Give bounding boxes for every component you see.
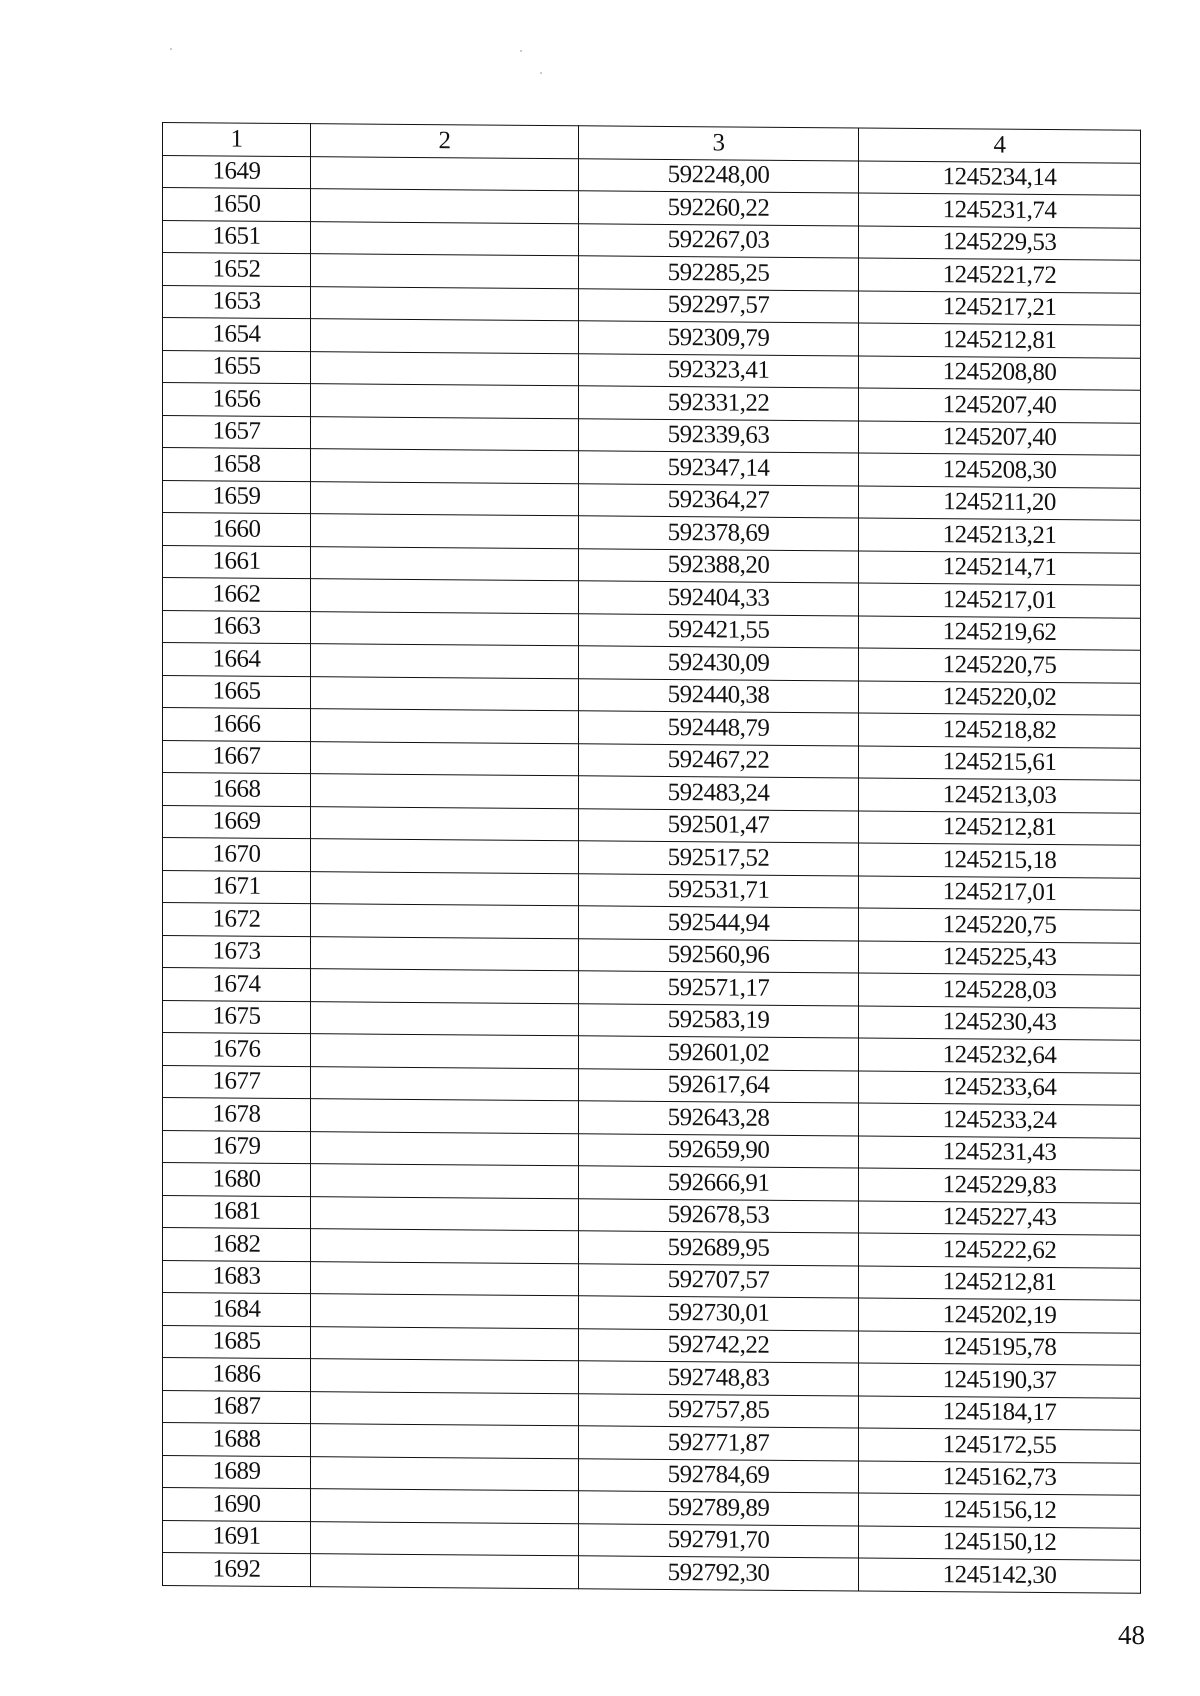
- x-coordinate-cell: 592583,19: [579, 1003, 859, 1038]
- x-coordinate-cell: 592267,03: [579, 223, 859, 258]
- point-number-cell: 1669: [163, 805, 311, 839]
- column-2-cell: [311, 1391, 579, 1426]
- y-coordinate-cell: 1245232,64: [859, 1038, 1141, 1073]
- x-coordinate-cell: 592285,25: [579, 256, 859, 291]
- point-number-cell: 1653: [163, 285, 311, 319]
- y-coordinate-cell: 1245212,81: [859, 810, 1141, 845]
- x-coordinate-cell: 592378,69: [579, 516, 859, 551]
- column-2-cell: [311, 1066, 579, 1101]
- column-2-cell: [311, 1521, 579, 1556]
- column-2-cell: [311, 1196, 579, 1231]
- point-number-cell: 1668: [163, 773, 311, 807]
- column-2-cell: [311, 546, 579, 581]
- point-number-cell: 1672: [163, 903, 311, 937]
- x-coordinate-cell: 592789,89: [579, 1491, 859, 1526]
- x-coordinate-cell: 592544,94: [579, 906, 859, 941]
- x-coordinate-cell: 592483,24: [579, 776, 859, 811]
- scan-artifact: [520, 50, 522, 52]
- y-coordinate-cell: 1245212,81: [859, 323, 1141, 358]
- x-coordinate-cell: 592560,96: [579, 938, 859, 973]
- y-coordinate-cell: 1245231,43: [859, 1135, 1141, 1170]
- table-row: [163, 1553, 1141, 1593]
- point-number-cell: 1680: [163, 1163, 311, 1197]
- point-number-cell: 1674: [163, 968, 311, 1002]
- point-number-cell: 1659: [163, 480, 311, 514]
- y-coordinate-cell: 1245150,12: [859, 1525, 1141, 1560]
- y-coordinate-cell: 1245215,18: [859, 843, 1141, 878]
- y-coordinate-cell: 1245217,01: [859, 875, 1141, 910]
- y-coordinate-cell: 1245221,72: [859, 258, 1141, 293]
- y-coordinate-cell: 1245219,62: [859, 615, 1141, 650]
- x-coordinate-cell: 592707,57: [579, 1263, 859, 1298]
- column-2-cell: [311, 221, 579, 256]
- column-2-cell: [311, 644, 579, 679]
- point-number-cell: 1651: [163, 220, 311, 254]
- point-number-cell: 1681: [163, 1195, 311, 1229]
- point-number-cell: 1687: [163, 1390, 311, 1424]
- column-2-cell: [311, 351, 579, 386]
- coordinates-table: [162, 122, 1141, 1593]
- x-coordinate-cell: 592309,79: [579, 321, 859, 356]
- point-number-cell: 1685: [163, 1325, 311, 1359]
- x-coordinate-cell: 592643,28: [579, 1101, 859, 1136]
- x-coordinate-cell: 592430,09: [579, 646, 859, 681]
- point-number-cell: 1691: [163, 1520, 311, 1554]
- point-number-cell: 1658: [163, 448, 311, 482]
- point-number-cell: 1677: [163, 1065, 311, 1099]
- column-2-cell: [311, 514, 579, 549]
- x-coordinate-cell: 592517,52: [579, 841, 859, 876]
- y-coordinate-cell: 1245213,21: [859, 518, 1141, 553]
- column-2-cell: [311, 156, 579, 191]
- x-coordinate-cell: 592440,38: [579, 678, 859, 713]
- x-coordinate-cell: 592791,70: [579, 1523, 859, 1558]
- y-coordinate-cell: 1245156,12: [859, 1493, 1141, 1528]
- header-cell-2: 2: [311, 124, 579, 159]
- x-coordinate-cell: 592742,22: [579, 1328, 859, 1363]
- point-number-cell: 1657: [163, 415, 311, 449]
- y-coordinate-cell: 1245142,30: [859, 1558, 1141, 1593]
- page-number: 48: [1118, 1620, 1145, 1650]
- point-number-cell: 1673: [163, 935, 311, 969]
- column-2-cell: [311, 1326, 579, 1361]
- column-2-cell: [311, 286, 579, 321]
- column-2-cell: [311, 384, 579, 419]
- column-2-cell: [311, 676, 579, 711]
- column-2-cell: [311, 936, 579, 971]
- y-coordinate-cell: 1245229,83: [859, 1168, 1141, 1203]
- header-cell-4: 4: [859, 128, 1141, 163]
- y-coordinate-cell: 1245233,64: [859, 1070, 1141, 1105]
- y-coordinate-cell: 1245231,74: [859, 193, 1141, 228]
- y-coordinate-cell: 1245195,78: [859, 1330, 1141, 1365]
- x-coordinate-cell: 592678,53: [579, 1198, 859, 1233]
- column-2-cell: [311, 1554, 579, 1589]
- x-coordinate-cell: 592792,30: [579, 1556, 859, 1591]
- column-2-cell: [311, 416, 579, 451]
- y-coordinate-cell: 1245215,61: [859, 745, 1141, 780]
- x-coordinate-cell: 592771,87: [579, 1426, 859, 1461]
- point-number-cell: 1679: [163, 1130, 311, 1164]
- column-2-cell: [311, 1001, 579, 1036]
- y-coordinate-cell: 1245202,19: [859, 1298, 1141, 1333]
- point-number-cell: 1663: [163, 610, 311, 644]
- x-coordinate-cell: 592260,22: [579, 191, 859, 226]
- y-coordinate-cell: 1245184,17: [859, 1395, 1141, 1430]
- point-number-cell: 1660: [163, 513, 311, 547]
- x-coordinate-cell: 592666,91: [579, 1166, 859, 1201]
- y-coordinate-cell: 1245208,30: [859, 453, 1141, 488]
- column-2-cell: [311, 481, 579, 516]
- x-coordinate-cell: 592531,71: [579, 873, 859, 908]
- y-coordinate-cell: 1245218,82: [859, 713, 1141, 748]
- y-coordinate-cell: 1245234,14: [859, 160, 1141, 195]
- y-coordinate-cell: 1245214,71: [859, 550, 1141, 585]
- point-number-cell: 1652: [163, 253, 311, 287]
- y-coordinate-cell: 1245225,43: [859, 940, 1141, 975]
- y-coordinate-cell: 1245213,03: [859, 778, 1141, 813]
- point-number-cell: 1683: [163, 1260, 311, 1294]
- table-body: [163, 155, 1141, 1593]
- y-coordinate-cell: 1245162,73: [859, 1460, 1141, 1495]
- point-number-cell: 1664: [163, 643, 311, 677]
- x-coordinate-cell: 592689,95: [579, 1231, 859, 1266]
- column-2-cell: [311, 1131, 579, 1166]
- x-coordinate-cell: 592601,02: [579, 1036, 859, 1071]
- point-number-cell: 1684: [163, 1293, 311, 1327]
- point-number-cell: 1665: [163, 675, 311, 709]
- x-coordinate-cell: 592331,22: [579, 386, 859, 421]
- point-number-cell: 1667: [163, 740, 311, 774]
- x-coordinate-cell: 592730,01: [579, 1296, 859, 1331]
- y-coordinate-cell: 1245207,40: [859, 388, 1141, 423]
- x-coordinate-cell: 592404,33: [579, 581, 859, 616]
- column-2-cell: [311, 1164, 579, 1199]
- point-number-cell: 1656: [163, 383, 311, 417]
- x-coordinate-cell: 592659,90: [579, 1133, 859, 1168]
- y-coordinate-cell: 1245217,01: [859, 583, 1141, 618]
- y-coordinate-cell: 1245222,62: [859, 1233, 1141, 1268]
- y-coordinate-cell: 1245172,55: [859, 1428, 1141, 1463]
- column-2-cell: [311, 1359, 579, 1394]
- x-coordinate-cell: 592501,47: [579, 808, 859, 843]
- point-number-cell: 1655: [163, 350, 311, 384]
- y-coordinate-cell: 1245220,75: [859, 908, 1141, 943]
- column-2-cell: [311, 1294, 579, 1329]
- column-2-cell: [311, 806, 579, 841]
- point-number-cell: 1661: [163, 545, 311, 579]
- y-coordinate-cell: 1245220,75: [859, 648, 1141, 683]
- column-2-cell: [311, 449, 579, 484]
- column-2-cell: [311, 579, 579, 614]
- scan-artifact: [170, 48, 172, 50]
- point-number-cell: 1650: [163, 188, 311, 222]
- column-2-cell: [311, 1229, 579, 1264]
- x-coordinate-cell: 592784,69: [579, 1458, 859, 1493]
- column-2-cell: [311, 774, 579, 809]
- point-number-cell: 1692: [163, 1553, 311, 1587]
- x-coordinate-cell: 592448,79: [579, 711, 859, 746]
- column-2-cell: [311, 189, 579, 224]
- column-2-cell: [311, 839, 579, 874]
- column-2-cell: [311, 871, 579, 906]
- point-number-cell: 1676: [163, 1033, 311, 1067]
- point-number-cell: 1666: [163, 708, 311, 742]
- point-number-cell: 1671: [163, 870, 311, 904]
- point-number-cell: 1649: [163, 155, 311, 189]
- y-coordinate-cell: 1245190,37: [859, 1363, 1141, 1398]
- point-number-cell: 1688: [163, 1423, 311, 1457]
- x-coordinate-cell: 592347,14: [579, 451, 859, 486]
- x-coordinate-cell: 592617,64: [579, 1068, 859, 1103]
- x-coordinate-cell: 592388,20: [579, 548, 859, 583]
- column-2-cell: [311, 319, 579, 354]
- y-coordinate-cell: 1245220,02: [859, 680, 1141, 715]
- x-coordinate-cell: 592571,17: [579, 971, 859, 1006]
- y-coordinate-cell: 1245233,24: [859, 1103, 1141, 1138]
- column-2-cell: [311, 709, 579, 744]
- point-number-cell: 1686: [163, 1358, 311, 1392]
- header-cell-3: 3: [579, 126, 859, 161]
- scan-artifact: [540, 72, 542, 74]
- x-coordinate-cell: 592339,63: [579, 418, 859, 453]
- y-coordinate-cell: 1245211,20: [859, 485, 1141, 520]
- header-cell-1: 1: [163, 123, 311, 157]
- column-2-cell: [311, 904, 579, 939]
- point-number-cell: 1662: [163, 578, 311, 612]
- y-coordinate-cell: 1245208,80: [859, 355, 1141, 390]
- point-number-cell: 1689: [163, 1455, 311, 1489]
- column-2-cell: [311, 1099, 579, 1134]
- column-2-cell: [311, 1261, 579, 1296]
- x-coordinate-cell: 592297,57: [579, 288, 859, 323]
- y-coordinate-cell: 1245212,81: [859, 1265, 1141, 1300]
- x-coordinate-cell: 592757,85: [579, 1393, 859, 1428]
- y-coordinate-cell: 1245230,43: [859, 1005, 1141, 1040]
- column-2-cell: [311, 1489, 579, 1524]
- x-coordinate-cell: 592248,00: [579, 158, 859, 193]
- x-coordinate-cell: 592421,55: [579, 613, 859, 648]
- point-number-cell: 1678: [163, 1098, 311, 1132]
- column-2-cell: [311, 1034, 579, 1069]
- point-number-cell: 1675: [163, 1000, 311, 1034]
- point-number-cell: 1670: [163, 838, 311, 872]
- point-number-cell: 1690: [163, 1488, 311, 1522]
- y-coordinate-cell: 1245228,03: [859, 973, 1141, 1008]
- x-coordinate-cell: 592323,41: [579, 353, 859, 388]
- point-number-cell: 1654: [163, 318, 311, 352]
- column-2-cell: [311, 254, 579, 289]
- column-2-cell: [311, 969, 579, 1004]
- y-coordinate-cell: 1245217,21: [859, 290, 1141, 325]
- point-number-cell: 1682: [163, 1228, 311, 1262]
- column-2-cell: [311, 611, 579, 646]
- column-2-cell: [311, 1456, 579, 1491]
- x-coordinate-cell: 592748,83: [579, 1361, 859, 1396]
- column-2-cell: [311, 741, 579, 776]
- y-coordinate-cell: 1245227,43: [859, 1200, 1141, 1235]
- y-coordinate-cell: 1245229,53: [859, 225, 1141, 260]
- column-2-cell: [311, 1424, 579, 1459]
- x-coordinate-cell: 592467,22: [579, 743, 859, 778]
- y-coordinate-cell: 1245207,40: [859, 420, 1141, 455]
- x-coordinate-cell: 592364,27: [579, 483, 859, 518]
